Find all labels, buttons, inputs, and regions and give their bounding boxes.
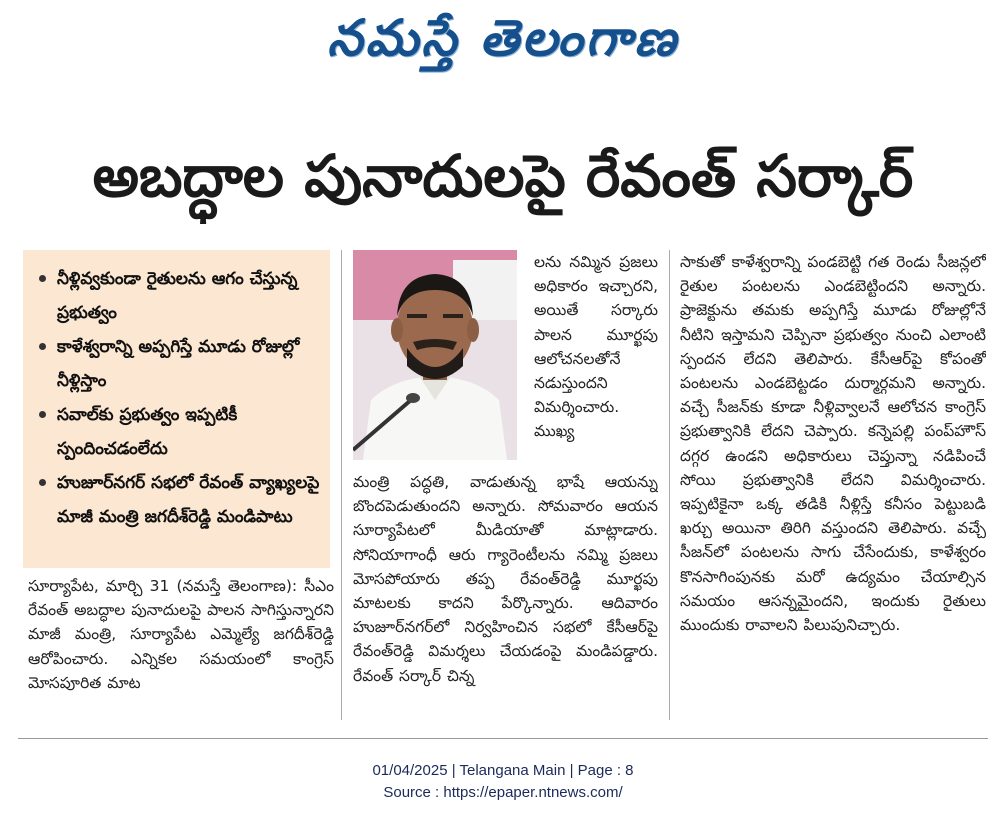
column-divider — [341, 250, 342, 720]
bullet-icon — [39, 343, 46, 350]
article-column-3: సాకుతో కాళేశ్వరాన్ని పండబెట్టి గత రెండు సీజన్లలో రైతుల పంటలను ఎండబెట్టిందని అన్నారు. ప్రాజెక్టును తమకు అప్పగిస్తే మూడు రోజుల్లోనే నీటిని ఇస్తామని చెప్పినా ప్రభుత్వం నుంచి ఎలాంటి స్పందన లేదని తెలిపారు. కేసీఆర్‌పై కోపంతో పంటలను ఎండబెట్టడం దుర్మార్గమని అన్నారు. వచ్చే సీజన్‌కు కూడా నీళ్లివ్వాలనే ఆలోచన కాంగ్రెస్ ప్రభుత్వానికి లేదని చెప్పారు. కన్నెపల్లి పంప్‌హౌస్ దగ్గర ఉండని అధికారులు చెప్తున్నా నడిపించే సోయి ప్రభుత్వానికి లేదని విమర్శించారు. ఇప్పటికైనా ఒక్క తడికి నీళ్లిస్తే కనీసం పెట్టుబడి ఖర్చు అయినా తిరిగి వస్తుందని తెలిపారు. వచ్చే సీజన్‌లో పంటలను సాగు చేసేందుకు, కాళేశ్వరం కొనసాగింపునకు మరో ఉద్యమం చేయాల్సిన సమయం ఆసన్నమైందని, ఇందుకు రైతులు ముందుకు రావాలని పిలుపునిచ్చారు. — [680, 253, 986, 635]
highlights-box — [23, 250, 330, 568]
portrait-illustration — [353, 250, 517, 460]
footer-divider — [18, 738, 988, 739]
highlight-text: హుజూర్‌నగర్ సభలో రేవంత్ వ్యాఖ్యలపై మాజీ మంత్రి జగదీశ్‌రెడ్డి మండిపాటు — [57, 473, 320, 527]
article-lead-paragraph: సూర్యాపేట, మార్చి 31 (నమస్తే తెలంగాణ): సీఎం రేవంత్ అబద్ధాల పునాదులపై పాలన సాగిస్తున్నారని మాజీ మంత్రి, సూర్యాపేట ఎమ్మెల్యే జగదీశ్‌రెడ్డి ఆరోపించారు. ఎన్నికల సమయంలో కాంగ్రెస్ మోసపూరిత మాట — [28, 577, 334, 692]
highlight-text: నీళ్లివ్వకుండా రైతులను ఆగం చేస్తున్న ప్రభుత్వం — [57, 269, 298, 323]
highlight-item — [35, 262, 320, 330]
bullet-icon — [39, 411, 46, 418]
bullet-icon — [39, 275, 46, 282]
article-column-2-top: లను నమ్మిన ప్రజలు అధికారం ఇచ్చారని, అయితే సర్కారు పాలన మూర్ఖపు ఆలోచనలతోనే నడుస్తుందని విమర్శించారు. ముఖ్య — [534, 253, 658, 441]
highlight-item — [35, 330, 320, 398]
highlight-text: కాళేశ్వరాన్ని అప్పగిస్తే మూడు రోజుల్లో నీళ్లిస్తాం — [57, 337, 300, 391]
bullet-icon — [39, 479, 46, 486]
highlight-text: సవాల్‌కు ప్రభుత్వం ఇప్పటికీ స్పందించడంలేదు — [57, 405, 238, 459]
jagadish-reddy-photo — [353, 250, 517, 460]
masthead-title: నమస్తే తెలంగాణ — [327, 8, 679, 67]
highlight-item — [35, 466, 320, 534]
highlight-item — [35, 398, 320, 466]
column-divider — [669, 250, 670, 720]
edition-info: 01/04/2025 | Telangana Main | Page : 8 — [372, 762, 634, 779]
article-column-2: మంత్రి పద్ధతి, వాడుతున్న భాషే ఆయన్ను బొందపెడుతుందని అన్నారు. సోమవారం ఆయన సూర్యాపేటలో మీడియాతో మాట్లాడారు. సోనియాగాంధీ ఆరు గ్యారెంటీలను నమ్మి ప్రజలు మోసపోయారు తప్ప రేవంత్‌రెడ్డి మూర్ఖపు మాటలకు కాదని పేర్కొన్నారు. ఆదివారం హుజూర్‌నగర్‌లో నిర్వహించిన సభలో కేసీఆర్‌పై రేవంత్‌రెడ్డి విమర్శలు చేయడంపై మండిపడ్డారు. రేవంత్ సర్కార్ చిన్న — [353, 473, 658, 685]
source-link[interactable]: Source : https://epaper.ntnews.com/ — [383, 784, 623, 801]
highlights-list — [35, 262, 320, 534]
masthead — [0, 4, 1006, 82]
headline: అబద్ధాల పునాదులపై రేవంత్ సర్కార్ — [92, 142, 914, 210]
